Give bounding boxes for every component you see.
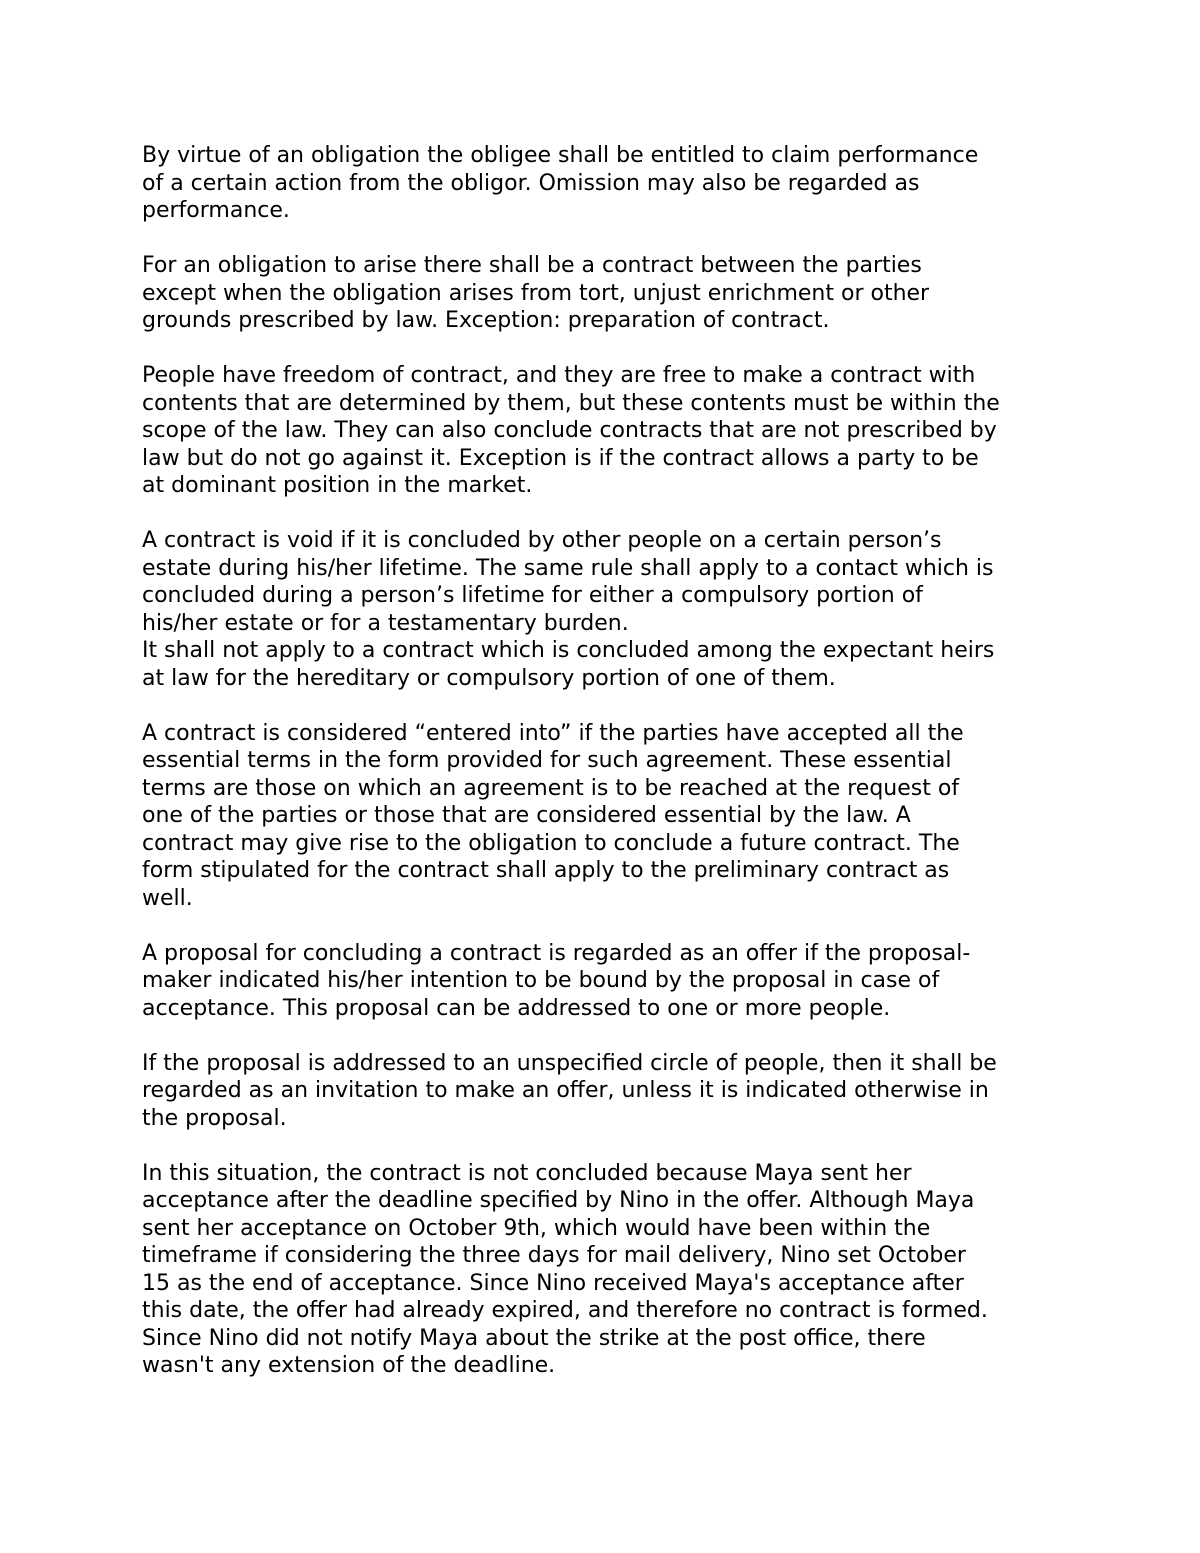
paragraph-obligation-definition [142,142,1072,225]
text-line: People have freedom of contract, and they are free to make a contract with [142,363,976,388]
text-line: one of the parties or those that are considered essential by the law. A [142,803,911,828]
text-line: the proposal. [142,1105,287,1131]
text-line: of a certain action from the obligor. Omission may also be regarded as [142,170,920,196]
paragraph-void-contract [142,527,1072,692]
text-line: acceptance. This proposal can be addressed to one or more people. [142,995,891,1021]
text-line: except when the obligation arises from tort, unjust enrichment or other [142,280,930,306]
text-line: his/her estate or for a testamentary burden. [142,610,629,636]
text-line: sent her acceptance on October 9th, which would have been within the [142,1215,931,1241]
text-line: timeframe if considering the three days for mail delivery, Nino set October [142,1243,966,1268]
text-line: grounds prescribed by law. Exception: preparation of contract. [142,308,830,333]
paragraph-obligation-arising [142,252,1072,335]
text-line: A contract is considered “entered into” if the parties have accepted all the [142,720,964,746]
text-line: If the proposal is addressed to an unspecified circle of people, then it shall be [142,1050,997,1076]
text-line: It shall not apply to a contract which is concluded among the expectant heirs [142,638,995,663]
paragraph-freedom-of-contract [142,362,1072,500]
text-line: law but do not go against it. Exception is if the contract allows a party to be [142,445,979,471]
text-line: terms are those on which an agreement is to be reached at the request of [142,775,960,801]
text-line: acceptance after the deadline specified by Nino in the offer. Although Maya [142,1188,975,1213]
document-body [142,142,1072,1407]
paragraph-unspecified-circle [142,1050,1072,1133]
text-line: well. [142,885,193,911]
text-line: wasn't any extension of the deadline. [142,1353,556,1378]
text-line: In this situation, the contract is not concluded because Maya sent her [142,1160,912,1186]
text-line: maker indicated his/her intention to be bound by the proposal in case of [142,968,940,993]
paragraph-proposal-offer [142,940,1072,1023]
text-line: For an obligation to arise there shall be a contract between the parties [142,253,922,278]
text-line: performance. [142,198,290,223]
text-line: at law for the hereditary or compulsory portion of one of them. [142,665,836,691]
text-line: A proposal for concluding a contract is regarded as an offer if the proposal- [142,940,971,966]
text-line: A contract is void if it is concluded by other people on a certain person’s [142,528,942,553]
text-line: By virtue of an obligation the obligee shall be entitled to claim performance [142,143,979,168]
text-line: estate during his/her lifetime. The same rule shall apply to a contact which is [142,555,994,581]
text-line: 15 as the end of acceptance. Since Nino received Maya's acceptance after [142,1270,964,1296]
text-line: this date, the offer had already expired, and therefore no contract is formed. [142,1298,988,1323]
text-line: contents that are determined by them, but these contents must be within the [142,390,1000,416]
text-line: Since Nino did not notify Maya about the strike at the post office, there [142,1325,926,1351]
text-line: form stipulated for the contract shall apply to the preliminary contract as [142,858,950,883]
text-line: regarded as an invitation to make an offer, unless it is indicated otherwise in [142,1078,989,1103]
text-line: concluded during a person’s lifetime for either a compulsory portion of [142,583,923,608]
text-line: at dominant position in the market. [142,473,533,498]
text-line: scope of the law. They can also conclude contracts that are not prescribed by [142,418,997,443]
paragraph-situation-analysis [142,1160,1072,1380]
paragraph-entered-into [142,720,1072,913]
text-line: contract may give rise to the obligation to conclude a future contract. The [142,830,960,856]
text-line: essential terms in the form provided for such agreement. These essential [142,748,952,773]
